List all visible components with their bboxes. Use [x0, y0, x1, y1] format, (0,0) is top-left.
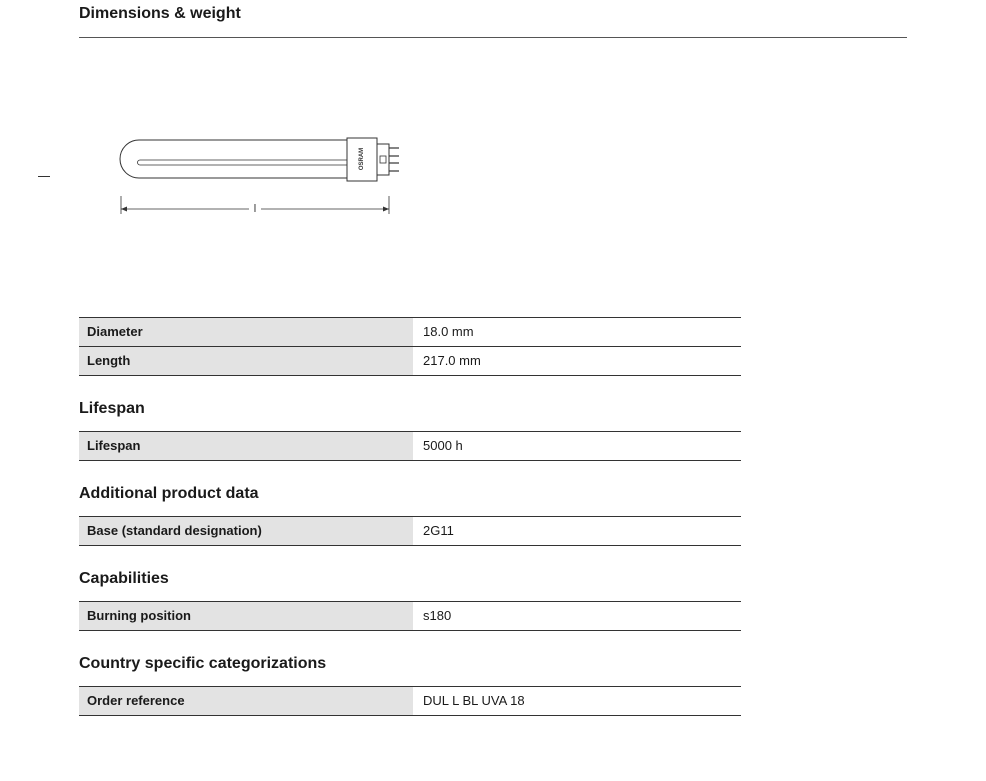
- title-divider: [79, 37, 907, 38]
- row-value: 18.0 mm: [423, 324, 474, 339]
- row-label: Diameter: [79, 318, 414, 346]
- dimension-label: l: [253, 203, 257, 215]
- row-label: Burning position: [79, 602, 414, 630]
- row-label: Order reference: [79, 687, 414, 715]
- additional-table: [79, 516, 741, 546]
- row-value: 5000 h: [423, 438, 463, 453]
- row-label: Base (standard designation): [79, 517, 414, 545]
- section-heading-country: Country specific categorizations: [79, 655, 327, 672]
- row-label: Lifespan: [79, 432, 414, 460]
- country-table: [79, 686, 741, 716]
- table-row: [79, 517, 741, 546]
- brand-label: OSRAM: [359, 147, 365, 171]
- capabilities-table: [79, 601, 741, 631]
- row-value: 217.0 mm: [423, 353, 481, 368]
- section-heading-lifespan: Lifespan: [79, 400, 145, 417]
- row-value: 2G11: [423, 523, 454, 538]
- row-value: s180: [423, 608, 452, 623]
- row-label: Length: [79, 347, 414, 375]
- section-heading-capabilities: Capabilities: [79, 570, 169, 587]
- table-row: [79, 602, 741, 631]
- page-title: Dimensions & weight: [79, 5, 241, 22]
- row-value: DUL L BL UVA 18: [423, 693, 525, 708]
- table-row: [79, 318, 741, 347]
- section-heading-additional: Additional product data: [79, 485, 259, 502]
- lamp-drawing-icon: [110, 128, 410, 220]
- margin-mark: [38, 176, 50, 177]
- table-row: [79, 432, 741, 461]
- table-row: [79, 347, 741, 376]
- lamp-drawing: [110, 128, 410, 225]
- table-row: [79, 687, 741, 716]
- dimensions-table: [79, 317, 741, 376]
- lifespan-table: [79, 431, 741, 461]
